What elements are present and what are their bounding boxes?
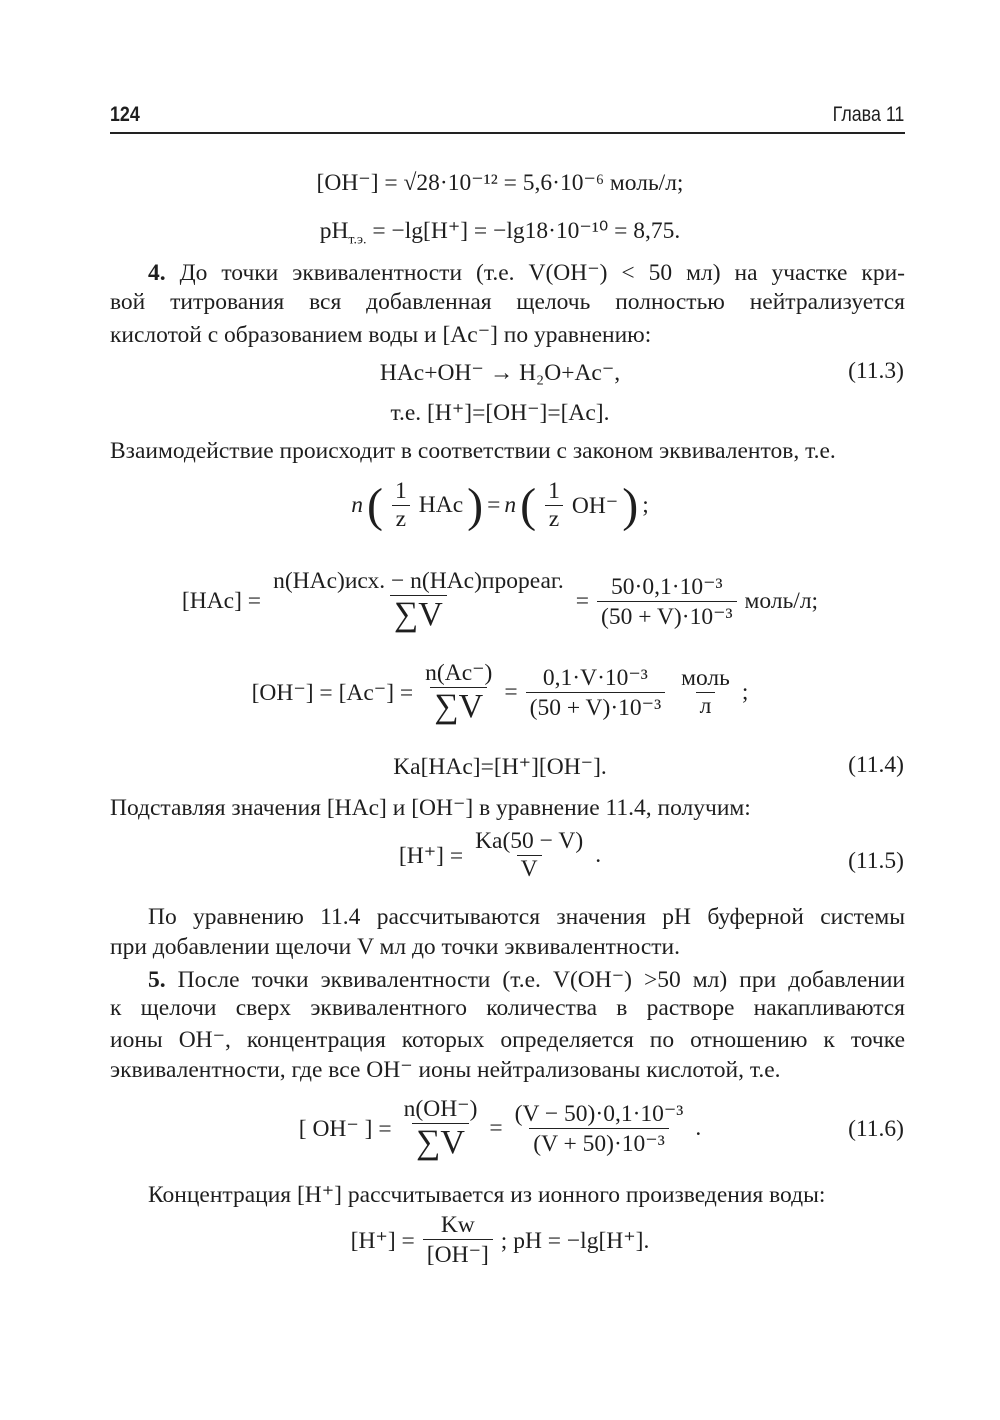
formula-text: ; (642, 492, 649, 518)
formula-text: моль/л; (744, 587, 819, 614)
paragraph-5-line (148, 965, 905, 994)
denominator: (50 + V)·10⁻³ (526, 692, 665, 722)
formula-text: [OH⁻] = [Ac⁻] = (251, 679, 414, 706)
fraction (544, 478, 564, 533)
denominator: ∑V (430, 687, 487, 726)
paragraph-4-line (148, 258, 905, 287)
formula-text: n (504, 492, 517, 518)
formula-text: Ka[HAc]=[H⁺][OH⁻]. (393, 754, 607, 780)
text-line: Взаимодействие происходит в соответствии с законом эквивалентов, т.е. (110, 438, 836, 464)
formula-text: [H⁺] = (350, 1228, 415, 1254)
equation-number: (11.3) (848, 358, 904, 384)
paren: ) (622, 478, 639, 532)
paren: ( (367, 478, 383, 532)
fraction (421, 658, 496, 726)
formula-text: [ OH⁻ ] = (298, 1115, 392, 1142)
formula-text: n (351, 492, 364, 518)
fraction (423, 1212, 493, 1269)
formula-equivalents-law (0, 478, 1000, 533)
numerator: (V − 50)·0,1·10⁻³ (514, 1100, 684, 1127)
formula-text: HAc+OH⁻ → H₂O+Ac⁻, (379, 360, 621, 386)
equation-11-4 (0, 752, 1000, 781)
equation-number: (11.4) (848, 752, 904, 778)
text-line: По уравнению 11.4 рассчитываются значения pH буферной системы (148, 904, 905, 930)
paragraph-5-line: ионы OH⁻, концентрация которых определяется по отношению к точке (110, 1027, 905, 1053)
text: После точки эквивалентности (т.е. V(OH⁻) >50 мл) при добавлении (165, 967, 905, 993)
text-line: Концентрация [H⁺] рассчитывается из ионного произведения воды: (148, 1182, 826, 1208)
formula-text: = (487, 492, 501, 518)
formula-text: = −lg[H⁺] = −lg18·10⁻¹⁰ = 8,75. (366, 218, 681, 244)
text-line: при добавлении щелочи V мл до точки эквивалентности. (110, 934, 681, 960)
formula-text: = (575, 587, 590, 614)
equation-number: (11.5) (848, 848, 904, 874)
numerator: n(Ac⁻) (425, 660, 493, 686)
formula-text: ; (741, 678, 749, 705)
paren: ) (467, 478, 484, 532)
fraction (597, 572, 736, 631)
numerator: n(OH⁻) (403, 1096, 478, 1122)
numerator: 1 (548, 478, 560, 504)
equation-11-5 (0, 828, 1000, 883)
fraction (511, 1099, 688, 1158)
formula-h-kw (0, 1212, 1000, 1269)
denominator: V (517, 855, 542, 883)
fraction (677, 665, 734, 720)
formula-hac (0, 568, 1000, 634)
chapter-title: Глава 11 (832, 103, 904, 126)
paragraph-5-line: к щелочи сверх эквивалентного количества в растворе накапливаются (110, 995, 905, 1021)
paragraph-4-line: кислотой с образованием воды и [Ac⁻] по уравнению: (110, 322, 652, 348)
formula-text: = (489, 1114, 503, 1141)
numerator: моль (681, 664, 730, 691)
fraction (526, 663, 665, 722)
numerator: Ka(50 − V) (475, 828, 584, 854)
paren: ( (520, 478, 537, 532)
formula-oh-ac (0, 658, 1000, 726)
text: До точки эквивалентности (т.е. V(OH⁻) < 50 мл) на участке кри- (165, 260, 905, 286)
paragraph-4-line: вой титрования вся добавленная щелочь полностью нейтрализуется (110, 289, 905, 315)
text-line: Подставляя значения [HAc] и [OH⁻] в уравнение 11.4, получим: (110, 795, 751, 821)
denominator: [OH⁻] (423, 1239, 493, 1269)
equation-11-6 (0, 1094, 1000, 1162)
formula-oh-concentration (0, 168, 1000, 197)
numerator: Kw (440, 1212, 475, 1238)
equation-11-3 (0, 358, 1000, 387)
denominator: z (392, 505, 410, 533)
equation-number: (11.6) (848, 1116, 904, 1142)
numerator: 0,1·V·10⁻³ (542, 664, 648, 691)
header-rule (110, 132, 905, 134)
formula-text: OH⁻ (571, 493, 619, 519)
formula-text: ; pH = −lg[H⁺]. (500, 1228, 650, 1254)
formula-text: = (504, 678, 518, 705)
formula-subscript: т.э. (348, 232, 367, 248)
formula-text: pH (319, 218, 349, 244)
fraction (269, 568, 568, 634)
formula-text: [H⁺] = (398, 843, 464, 869)
formula-ie (0, 398, 1000, 427)
paragraph-5-line: эквивалентности, где все OH⁻ ионы нейтрализованы кислотой, т.е. (110, 1057, 781, 1083)
denominator: (V + 50)·10⁻³ (529, 1128, 668, 1158)
item-number: 4. (148, 260, 166, 286)
formula-text: т.е. [H⁺]=[OH⁻]=[Ac]. (390, 400, 610, 426)
formula-ph-equivalence (0, 216, 1000, 249)
denominator: л (696, 692, 716, 720)
item-number: 5. (148, 967, 166, 993)
page-number: 124 (110, 103, 140, 126)
numerator: n(HAc)исх. − n(HAc)прореаг. (273, 568, 564, 594)
fraction (400, 1094, 482, 1162)
denominator: (50 + V)·10⁻³ (597, 601, 736, 631)
denominator: ∑V (412, 1123, 469, 1162)
denominator: z (545, 505, 563, 533)
denominator: ∑V (390, 595, 447, 634)
formula-text: . (595, 842, 602, 868)
formula-text: . (695, 1114, 702, 1141)
formula-text: [OH⁻] = √28·10⁻¹² = 5,6·10⁻⁶ моль/л; (316, 170, 684, 196)
numerator: 50·0,1·10⁻³ (611, 573, 723, 600)
formula-text: HAc (418, 492, 464, 518)
numerator: 1 (395, 478, 407, 504)
fraction (391, 478, 411, 533)
formula-text: [HAc] = (181, 587, 262, 614)
fraction (471, 828, 587, 883)
